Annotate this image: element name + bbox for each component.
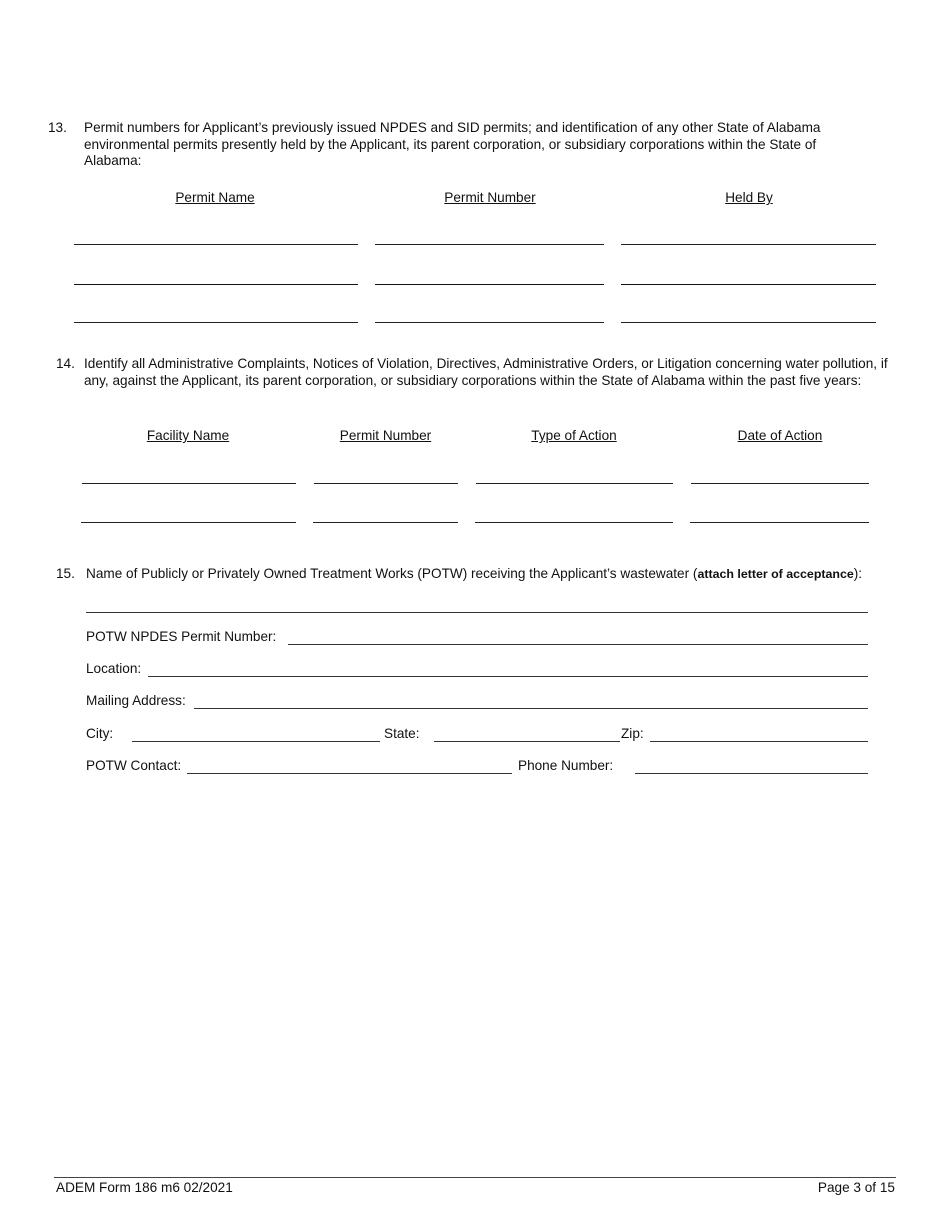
q14-col-facility-name: Facility Name [146,428,230,443]
city-line[interactable] [132,741,380,742]
q15-text-after: ): [853,566,863,581]
zip-line[interactable] [650,741,868,742]
potw-permit-number-label: POTW NPDES Permit Number: [86,629,277,644]
phone-number-label: Phone Number: [518,758,614,773]
q13-col-permit-name: Permit Name [175,190,255,205]
footer-rule [54,1177,896,1178]
q14-row1-permit-number-line[interactable] [314,483,458,484]
location-line[interactable] [148,676,868,677]
q13-col-permit-number: Permit Number [444,190,536,205]
zip-label: Zip: [621,726,644,741]
q13-row3-held-by-line[interactable] [621,322,876,323]
potw-contact-label: POTW Contact: [86,758,182,773]
q13-row3-permit-name-line[interactable] [74,322,358,323]
q14-row1-facility-name-line[interactable] [82,483,296,484]
q13-number: 13. [48,120,67,135]
potw-permit-number-line[interactable] [288,644,868,645]
q14-row1-type-of-action-line[interactable] [476,483,673,484]
q13-row2-permit-number-line[interactable] [375,284,604,285]
q13-row3-permit-number-line[interactable] [375,322,604,323]
state-line[interactable] [434,741,620,742]
q14-row1-date-of-action-line[interactable] [691,483,869,484]
q14-col-permit-number: Permit Number [339,428,432,443]
q13-row1-permit-name-line[interactable] [74,244,358,245]
q13-text: Permit numbers for Applicant’s previously issued NPDES and SID permits; and identification of any other State of Alabama environmental permits presently held by the Applicant, its parent corporation, or subsidiary corporations within the State of Alabama: [84,120,821,168]
q14-number: 14. [56,356,75,371]
q15-text-bold: attach letter of acceptance [697,567,854,581]
q13-row1-held-by-line[interactable] [621,244,876,245]
q14-row2-permit-number-line[interactable] [313,522,458,523]
phone-number-line[interactable] [635,773,868,774]
q15-text [86,566,896,583]
q14-col-type-of-action: Type of Action [531,428,617,443]
potw-name-line[interactable] [86,612,868,613]
footer-page-number: Page 3 of 15 [817,1180,895,1195]
location-label: Location: [86,661,142,676]
footer-form-id: ADEM Form 186 m6 02/2021 [56,1180,233,1195]
q14-row2-date-of-action-line[interactable] [690,522,869,523]
q14-text: Identify all Administrative Complaints, Notices of Violation, Directives, Administrative Orders, or Litigation concerning water pollution, if any, against the Applicant, its parent corporation, or subsidiary corporations within the State of Alabama within the past five years: [84,356,888,388]
mailing-address-label: Mailing Address: [86,693,186,708]
city-label: City: [86,726,114,741]
q14-row2-facility-name-line[interactable] [81,522,296,523]
q13-row2-held-by-line[interactable] [621,284,876,285]
q14-col-date-of-action: Date of Action [737,428,823,443]
mailing-address-line[interactable] [194,708,868,709]
q15-text-before: Name of Publicly or Privately Owned Treatment Works (POTW) receiving the Applicant’s wastewater ( [86,566,698,581]
potw-contact-line[interactable] [187,773,512,774]
q15-number: 15. [56,566,75,581]
q14-row2-type-of-action-line[interactable] [475,522,673,523]
q13-row2-permit-name-line[interactable] [74,284,358,285]
q13-row1-permit-number-line[interactable] [375,244,604,245]
q13-col-held-by: Held By [725,190,773,205]
state-label: State: [384,726,420,741]
